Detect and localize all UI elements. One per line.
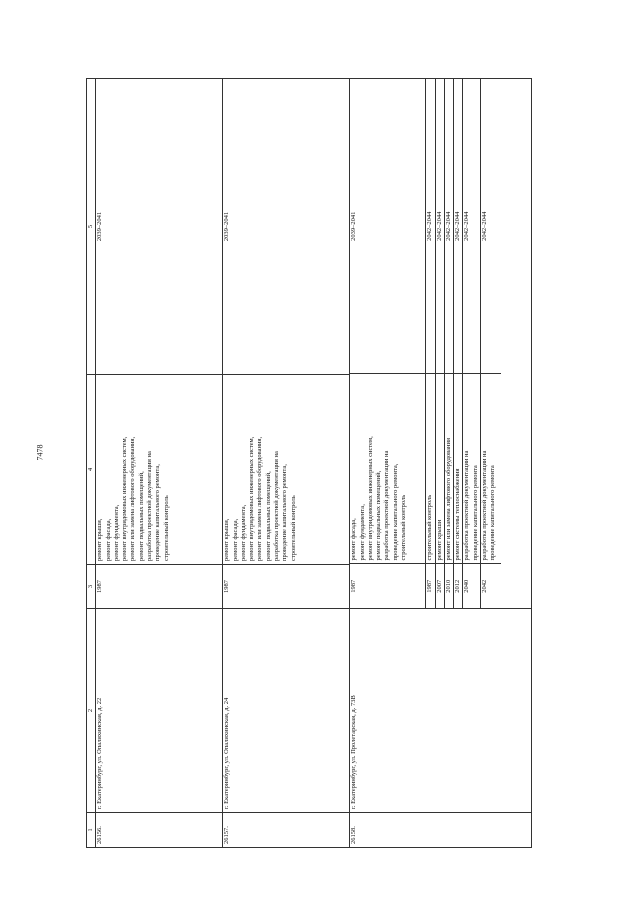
- work-line: ремонт фундамента,: [239, 504, 247, 561]
- work-cell: ремонт крыши: [435, 374, 444, 564]
- works-cell: [96, 375, 223, 565]
- year-cell: 2012: [454, 564, 463, 608]
- work-line: ремонт фундамента,: [358, 504, 366, 561]
- work-line: разработка проектной документации на: [481, 450, 489, 561]
- work-line: строительный контроль: [289, 495, 297, 561]
- row-number: 26156.: [96, 813, 223, 848]
- works-cell: [223, 375, 350, 565]
- work-line: ремонт фасада,: [104, 518, 112, 561]
- period-cell: 2039–2041: [350, 79, 426, 374]
- work-line: разработка проектной документации на: [146, 451, 154, 561]
- table-row: [96, 79, 223, 848]
- column-number: 4: [87, 375, 96, 565]
- work-cell: [481, 374, 502, 564]
- work-line: строительный контроль: [400, 494, 408, 561]
- work-line: ремонт внутридомовых инженерных систем,: [366, 436, 374, 561]
- work-line: ремонт подвальных помещений,: [137, 471, 145, 561]
- work-line: проведение капитального ремонта: [471, 465, 479, 561]
- work-line: строительный контроль: [162, 495, 170, 561]
- work-line: ремонт или замена лифтового оборудования,: [256, 436, 264, 561]
- subtable-row: [481, 79, 502, 608]
- work-line: ремонт внутридомовых инженерных систем,: [248, 436, 256, 561]
- work-line: ремонт подвальных помещений,: [264, 471, 272, 561]
- address-cell: г. Екатеринбург, ул. Опалихинская, д. 22: [96, 609, 223, 813]
- address-cell: г. Екатеринбург, ул. Пролетарская, д. 73В: [350, 609, 532, 813]
- work-cell: строительный контроль: [426, 374, 435, 564]
- work-cell: ремонт системы теплоснабжения: [454, 374, 463, 564]
- work-cell: [463, 374, 481, 564]
- year-cell: 1987: [426, 564, 435, 608]
- subtable-row: [444, 79, 453, 608]
- work-line: ремонт внутридомовых инженерных систем,: [121, 436, 129, 561]
- year-cell: 2040: [463, 564, 481, 608]
- period-cell: 2042–2044: [463, 79, 481, 374]
- subtable-row: [454, 79, 463, 608]
- year-cell: 2042: [481, 564, 502, 608]
- year-cell: 1987: [350, 564, 426, 608]
- column-number: 3: [87, 565, 96, 609]
- period-cell: 2042–2044: [454, 79, 463, 374]
- period-cell: 2039–2041: [96, 79, 223, 375]
- table-row: [350, 79, 532, 848]
- work-line: ремонт фасада,: [231, 518, 239, 561]
- period-cell: 2042–2044: [435, 79, 444, 374]
- works-subtable-cell: [350, 79, 532, 609]
- repair-schedule-table: [86, 78, 532, 848]
- subtable-row: [350, 79, 426, 608]
- column-number: 5: [87, 79, 96, 375]
- rotated-table-container: [86, 78, 532, 848]
- address-cell: г. Екатеринбург, ул. Опалихинская, д. 24: [223, 609, 350, 813]
- year-cell: 1987: [223, 565, 350, 609]
- year-cell: 2010: [444, 564, 453, 608]
- work-cell: ремонт или замена лифтового оборудования: [444, 374, 453, 564]
- work-line: разработка проектной документации на: [463, 450, 471, 561]
- works-cell: [350, 374, 426, 564]
- work-line: проведение капитального ремонта: [489, 465, 497, 561]
- period-cell: 2039–2041: [223, 79, 350, 375]
- work-line: ремонт подвальных помещений,: [375, 470, 383, 561]
- subtable-row: [426, 79, 435, 608]
- table-row: [223, 79, 350, 848]
- work-line: проведение капитального ремонта,: [391, 463, 399, 561]
- column-number: 1: [87, 813, 96, 848]
- subtable-row: [435, 79, 444, 608]
- page-number: 7478: [35, 444, 45, 461]
- works-subtable: [350, 79, 501, 608]
- year-cell: 2007: [435, 564, 444, 608]
- work-line: ремонт крыши,: [96, 518, 104, 561]
- period-cell: 2042–2044: [481, 211, 489, 241]
- work-line: проведение капитального ремонта,: [281, 464, 289, 561]
- column-number-row: [87, 79, 96, 848]
- subtable-row: [463, 79, 481, 608]
- year-cell: 1987: [96, 565, 223, 609]
- work-line: ремонт фасада,: [350, 518, 358, 561]
- period-cell: 2042–2044: [444, 79, 453, 374]
- work-line: разработка проектной документации на: [273, 451, 281, 561]
- work-line: разработка проектной документации на: [383, 450, 391, 561]
- column-number: 2: [87, 609, 96, 813]
- work-line: ремонт фундамента,: [112, 504, 120, 561]
- row-number: 26157.: [223, 813, 350, 848]
- work-line: проведение капитального ремонта,: [154, 464, 162, 561]
- work-line: ремонт крыши,: [223, 518, 231, 561]
- row-number: 26158.: [350, 813, 532, 848]
- work-line: ремонт или замена лифтового оборудования,: [129, 436, 137, 561]
- period-cell: 2042–2044: [426, 79, 435, 374]
